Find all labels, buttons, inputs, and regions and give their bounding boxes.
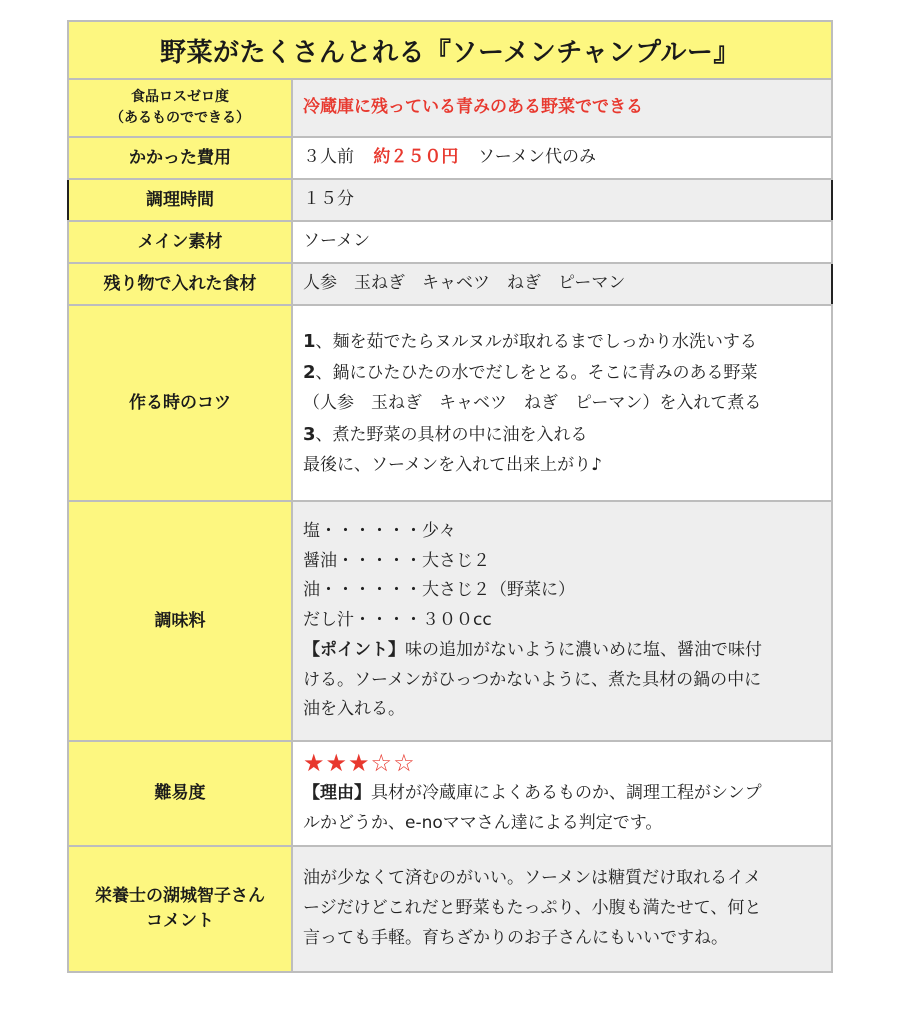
- seasoning-point-line1: 【ポイント】味の追加がないように濃いめに塩、醤油で味付: [303, 639, 762, 660]
- tips-label: 作る時のコツ: [68, 305, 292, 501]
- row-zero-loss: [68, 79, 832, 137]
- zero-loss-label-line2: （あるものでできる）: [110, 110, 250, 126]
- seasoning-label: 調味料: [68, 501, 292, 741]
- difficulty-value: [292, 741, 832, 846]
- row-time: [68, 179, 832, 221]
- time-value: １５分: [292, 179, 832, 221]
- cost-label: かかった費用: [68, 137, 292, 179]
- leftovers-value: 人参 玉ねぎ キャベツ ねぎ ピーマン: [292, 263, 832, 305]
- comment-label: [68, 846, 292, 972]
- seasoning-item: 醤油・・・・・大さじ２: [303, 550, 490, 571]
- time-label: 調理時間: [68, 179, 292, 221]
- difficulty-stars-icon: ★★★☆☆: [303, 749, 416, 777]
- seasoning-item: 塩・・・・・・少々: [303, 520, 456, 541]
- row-leftovers: [68, 263, 832, 305]
- row-difficulty: [68, 741, 832, 846]
- comment-label-line1: 栄養士の湖城智子さん: [95, 886, 265, 907]
- comment-line: 言っても手軽。育ちざかりのお子さんにもいいですね。: [303, 927, 728, 948]
- recipe-table: [67, 20, 833, 973]
- row-seasoning: [68, 501, 832, 741]
- comment-line: ージだけどこれだと野菜もたっぷり、小腹も満たせて、何と: [303, 897, 762, 918]
- seasoning-value: [292, 501, 832, 741]
- comment-value: [292, 846, 832, 972]
- difficulty-reason-label: 【理由】: [303, 783, 371, 804]
- comment-label-line2: コメント: [146, 910, 214, 931]
- recipe-title: 野菜がたくさんとれる『ソーメンチャンプルー』: [68, 21, 832, 79]
- zero-loss-label: [68, 79, 292, 137]
- difficulty-reason-line1: 【理由】具材が冷蔵庫によくあるものか、調理工程がシンプ: [303, 783, 762, 804]
- row-main: [68, 221, 832, 263]
- main-value: ソーメン: [292, 221, 832, 263]
- row-cost: [68, 137, 832, 179]
- seasoning-point-line3: 油を入れる。: [303, 699, 405, 720]
- tip-final: 最後に、ソーメンを入れて出来上がり♪: [303, 454, 602, 475]
- cost-price: 約２５０円: [373, 147, 459, 168]
- seasoning-point-line2: ける。ソーメンがひっつかないように、煮た具材の鍋の中に: [303, 669, 762, 690]
- tip-step-3: 3、煮た野菜の具材の中に油を入れる: [303, 423, 588, 445]
- tips-value: [292, 305, 832, 501]
- tip-step-2-cont: （人参 玉ねぎ キャベツ ねぎ ピーマン）を入れて煮る: [303, 393, 762, 414]
- main-label: メイン素材: [68, 221, 292, 263]
- title-row: [68, 21, 832, 79]
- seasoning-item: だし汁・・・・３００cc: [303, 610, 492, 631]
- cost-note: ソーメン代のみ: [477, 147, 596, 168]
- row-tips: [68, 305, 832, 501]
- zero-loss-value: 冷蔵庫に残っている青みのある野菜でできる: [292, 79, 832, 137]
- seasoning-point-label: 【ポイント】: [303, 639, 405, 660]
- seasoning-item: 油・・・・・・大さじ２（野菜に）: [303, 580, 575, 601]
- difficulty-reason-line2: ルかどうか、e-noママさん達による判定です。: [303, 812, 663, 833]
- zero-loss-label-line1: 食品ロスゼロ度: [131, 89, 229, 105]
- tip-step-2: 2、鍋にひたひたの水でだしをとる。そこに青みのある野菜: [303, 362, 758, 384]
- cost-servings: ３人前: [303, 147, 354, 168]
- row-comment: [68, 846, 832, 972]
- comment-line: 油が少なくて済むのがいい。ソーメンは糖質だけ取れるイメ: [303, 868, 761, 889]
- cost-value: [292, 137, 832, 179]
- tip-step-1: 1、麺を茹でたらヌルヌルが取れるまでしっかり水洗いする: [303, 330, 757, 352]
- leftovers-label: 残り物で入れた食材: [68, 263, 292, 305]
- difficulty-label: 難易度: [68, 741, 292, 846]
